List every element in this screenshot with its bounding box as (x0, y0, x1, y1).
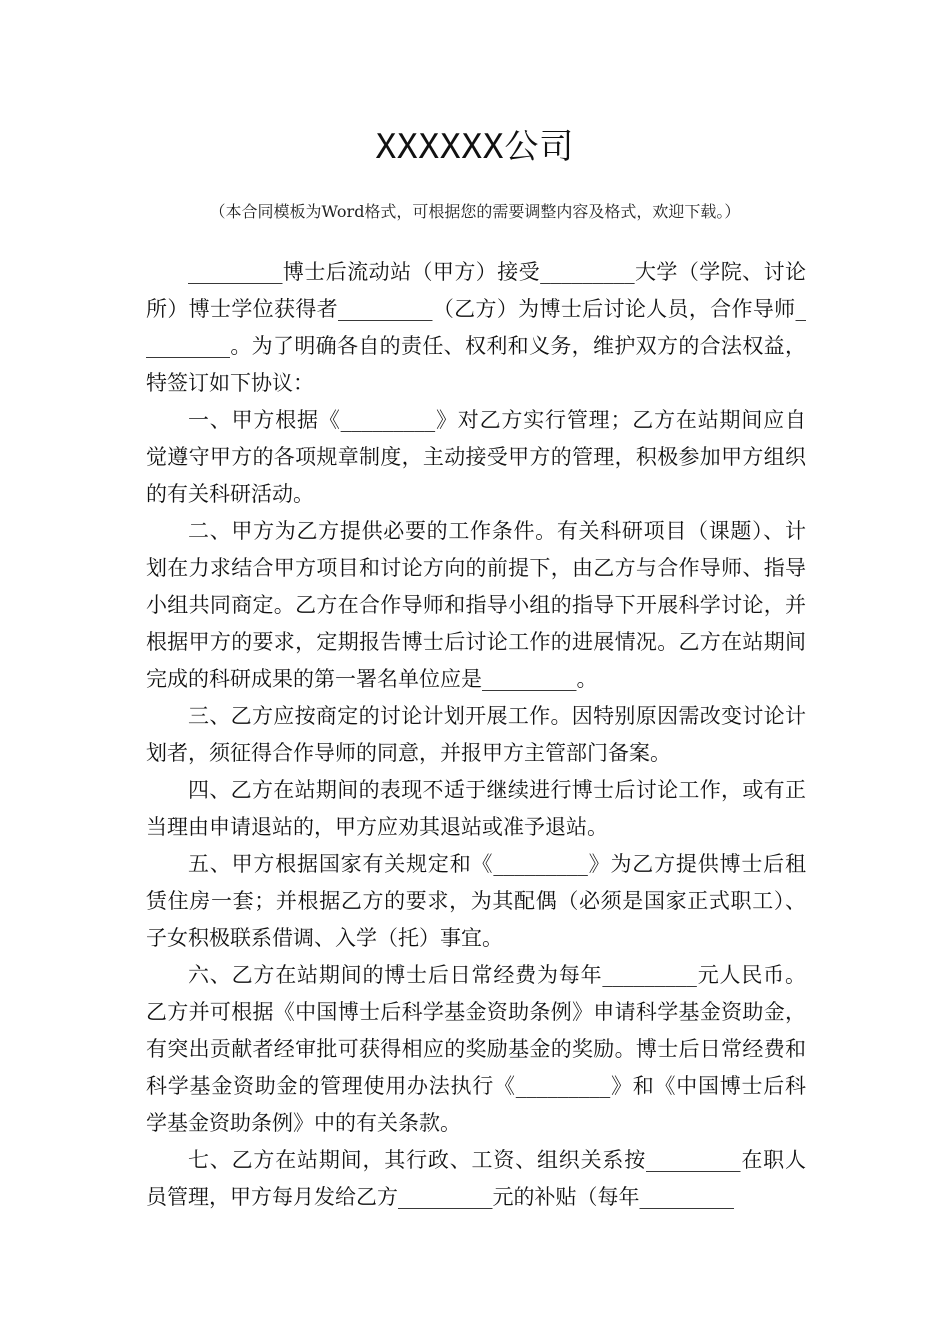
clause-7-paragraph: 七、乙方在站期间，其行政、工资、组织关系按_________在职人员管理，甲方每月发给乙方_________元的补贴（每年_________ (146, 1148, 806, 1209)
contract-intro-paragraph: _________博士后流动站（甲方）接受_________大学（学院、讨论所）博士学位获得者_________（乙方）为博士后讨论人员，合作导师_________。为了明确各自的责任、权利和义务，维护双方的合法权益，特签订如下协议： (146, 260, 806, 395)
document-title: XXXXXX公司 (375, 127, 575, 167)
clause-2-paragraph: 二、甲方为乙方提供必要的工作条件。有关科研项目（课题）、计划在力求结合甲方项目和讨论方向的前提下，由乙方与合作导师、指导小组共同商定。乙方在合作导师和指导小组的指导下开展科学讨论，并根据甲方的要求，定期报告博士后讨论工作的进展情况。乙方在站期间完成的科研成果的第一署名单位应是_________。 (146, 519, 806, 691)
clause-3-paragraph: 三、乙方应按商定的讨论计划开展工作。因特别原因需改变讨论计划者，须征得合作导师的同意，并报甲方主管部门备案。 (146, 704, 806, 765)
clause-1-paragraph: 一、甲方根据《_________》对乙方实行管理；乙方在站期间应自觉遵守甲方的各项规章制度，主动接受甲方的管理，积极参加甲方组织的有关科研活动。 (146, 408, 806, 506)
contract-body (146, 254, 806, 1216)
clause-4-paragraph: 四、乙方在站期间的表现不适于继续进行博士后讨论工作，或有正当理由申请退站的，甲方应劝其退站或准予退站。 (146, 778, 806, 839)
clause-6-paragraph: 六、乙方在站期间的博士后日常经费为每年_________元人民币。乙方并可根据《中国博士后科学基金资助条例》申请科学基金资助金，有突出贡献者经审批可获得相应的奖励基金的奖励。博士后日常经费和科学基金资助金的管理使用办法执行《_________》和《中国博士后科学基金资助条例》中的有关条款。 (146, 963, 806, 1135)
template-note: （本合同模板为Word格式，可根据您的需要调整内容及格式，欢迎下载。） (209, 202, 741, 221)
clause-5-paragraph: 五、甲方根据国家有关规定和《_________》为乙方提供博士后租赁住房一套；并根据乙方的要求，为其配偶（必须是国家正式职工）、子女积极联系借调、入学（托）事宜。 (146, 852, 806, 950)
